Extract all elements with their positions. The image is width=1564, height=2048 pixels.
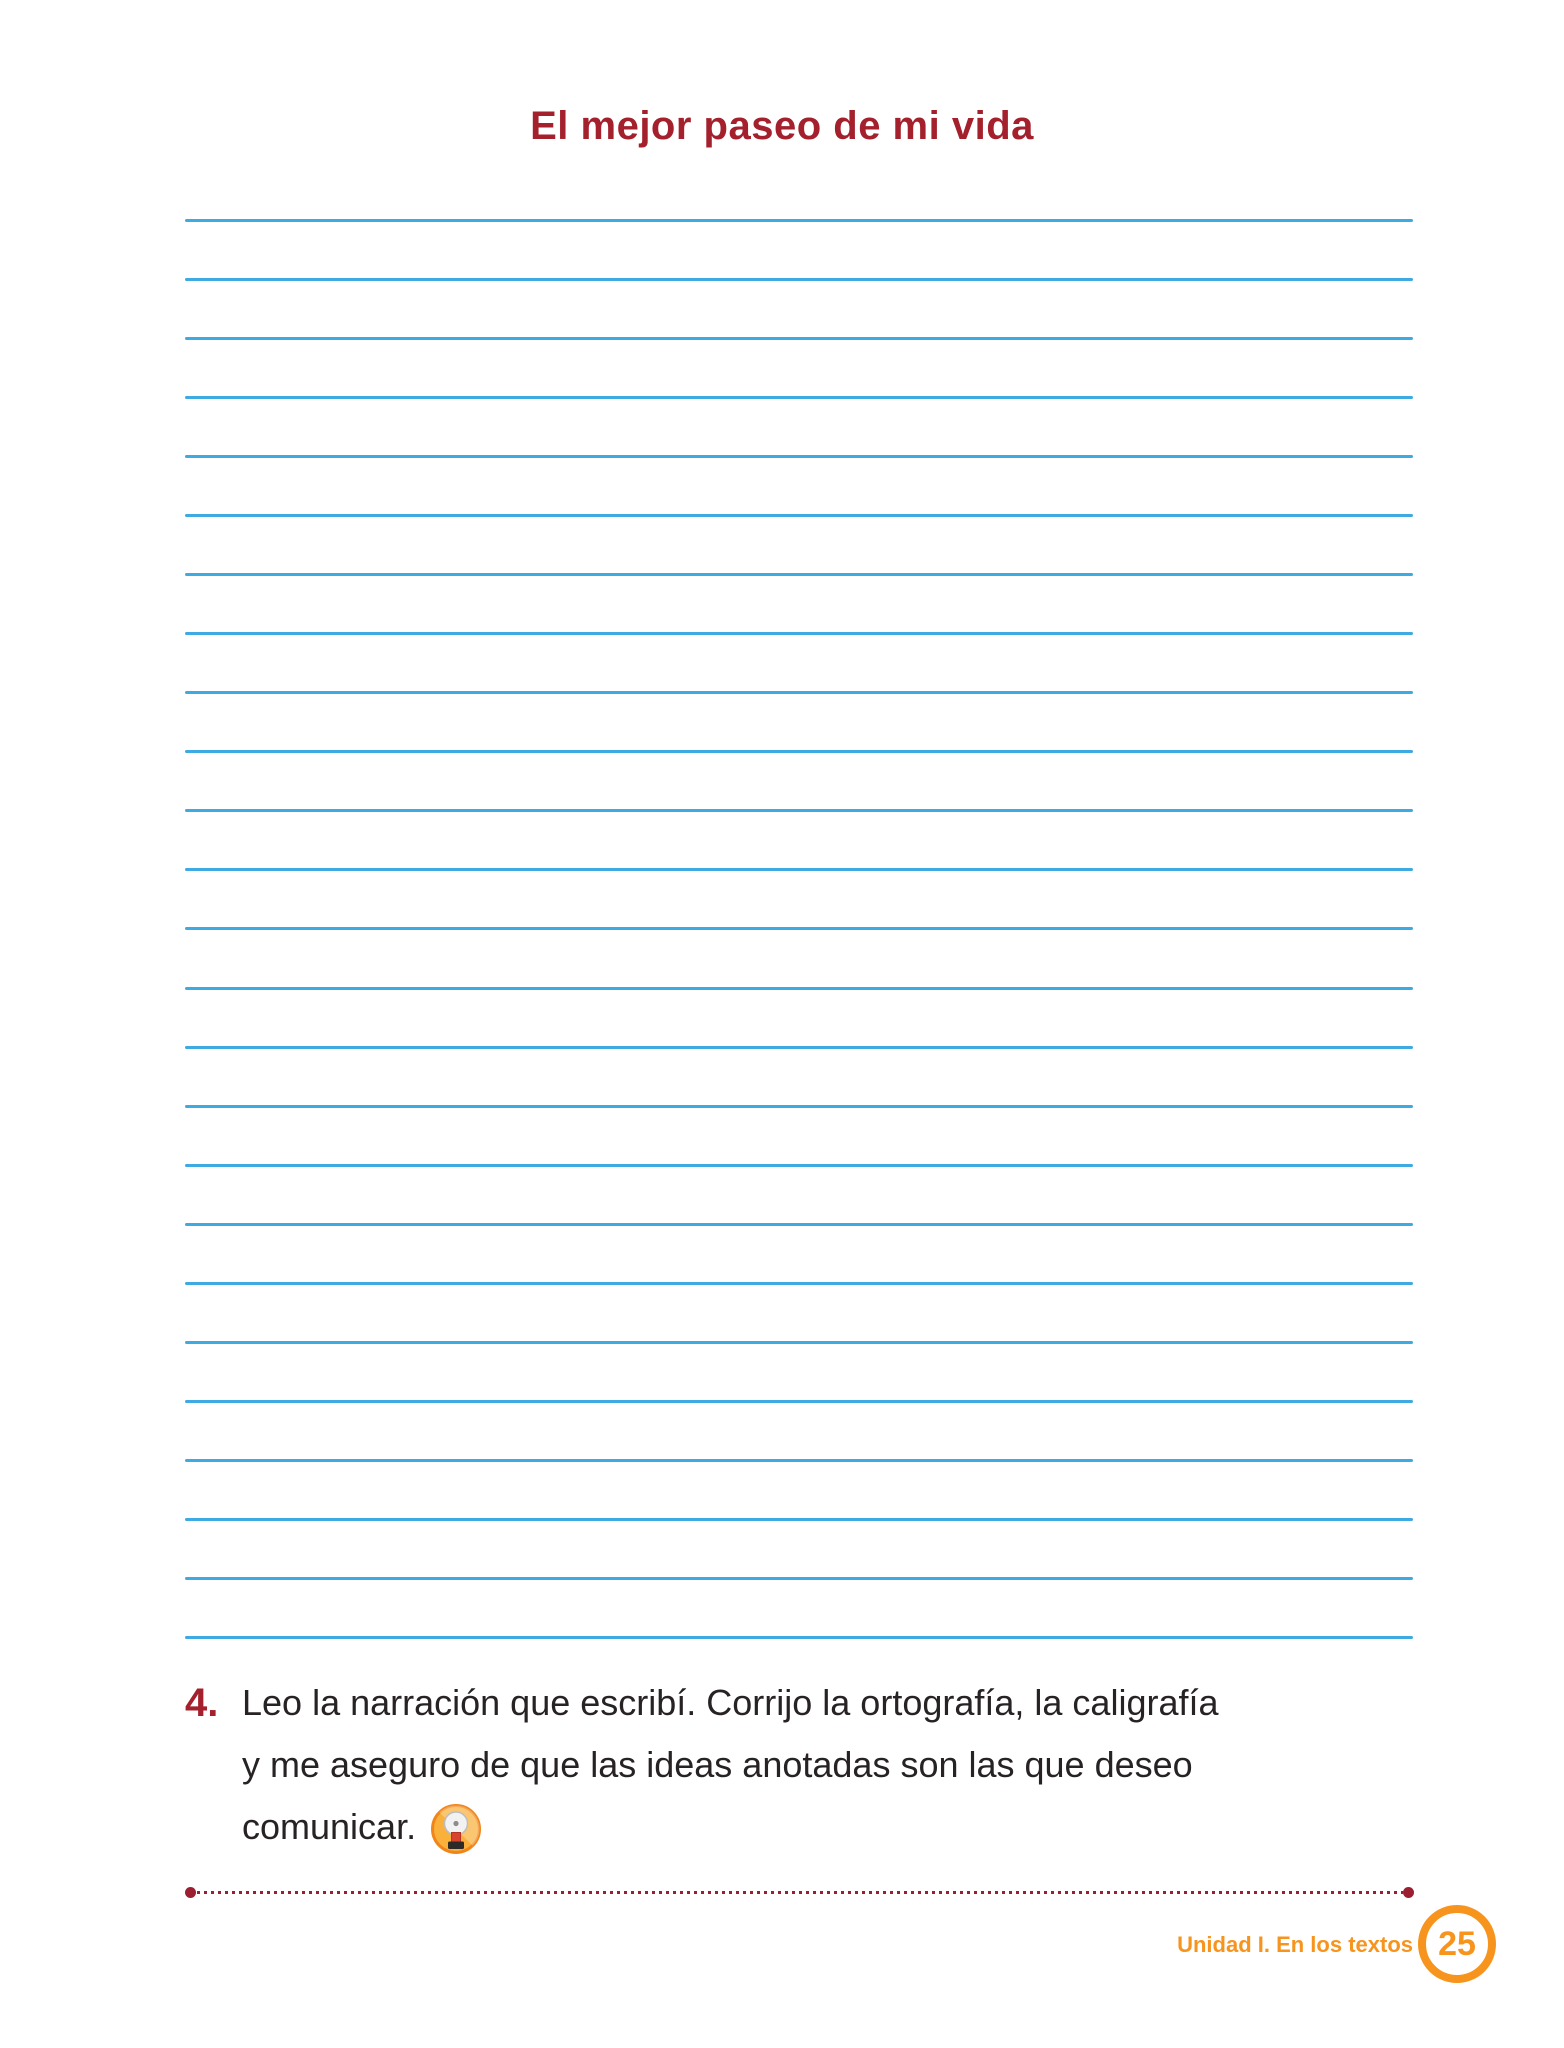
separator-right-dot [1403,1887,1414,1898]
ruled-line [185,1282,1413,1285]
separator-dotted-line [197,1891,1403,1894]
item4-line-2: y me aseguro de que las ideas anotadas son las que deseo [242,1744,1193,1785]
ruled-line [185,927,1413,930]
item4-number: 4. [185,1681,219,1725]
lightbulb-icon [430,1803,482,1855]
ruled-line [185,987,1413,990]
ruled-line [185,1341,1413,1344]
ruled-line [185,1223,1413,1226]
footer-page-badge [1418,1905,1496,1983]
footer-page-number: 25 [1438,1924,1476,1963]
ruled-line [185,573,1413,576]
ruled-line [185,632,1413,635]
ruled-line [185,809,1413,812]
item4-line-3-text: comunicar. [242,1806,417,1847]
item4-line-3 [242,1796,1219,1858]
item4-line-1: Leo la narración que escribí. Corrijo la ortografía, la caligrafía [242,1682,1219,1723]
ruled-line [185,514,1413,517]
ruled-line [185,1518,1413,1521]
ruled-line [185,750,1413,753]
ruled-line [185,396,1413,399]
ruled-line [185,1105,1413,1108]
ruled-line [185,1400,1413,1403]
ruled-line [185,1636,1413,1639]
ruled-line [185,455,1413,458]
ruled-line [185,1164,1413,1167]
ruled-line [185,219,1413,222]
ruled-line [185,1459,1413,1462]
ruled-line [185,691,1413,694]
ruled-line [185,1046,1413,1049]
ruled-line [185,868,1413,871]
footer-unit-label: Unidad I. En los textos [1177,1932,1413,1957]
ruled-line [185,337,1413,340]
ruled-line [185,278,1413,281]
separator-left-dot [185,1887,196,1898]
ruled-line [185,1577,1413,1580]
page-title: El mejor paseo de mi vida [530,104,1034,148]
item4-text [242,1672,1219,1858]
